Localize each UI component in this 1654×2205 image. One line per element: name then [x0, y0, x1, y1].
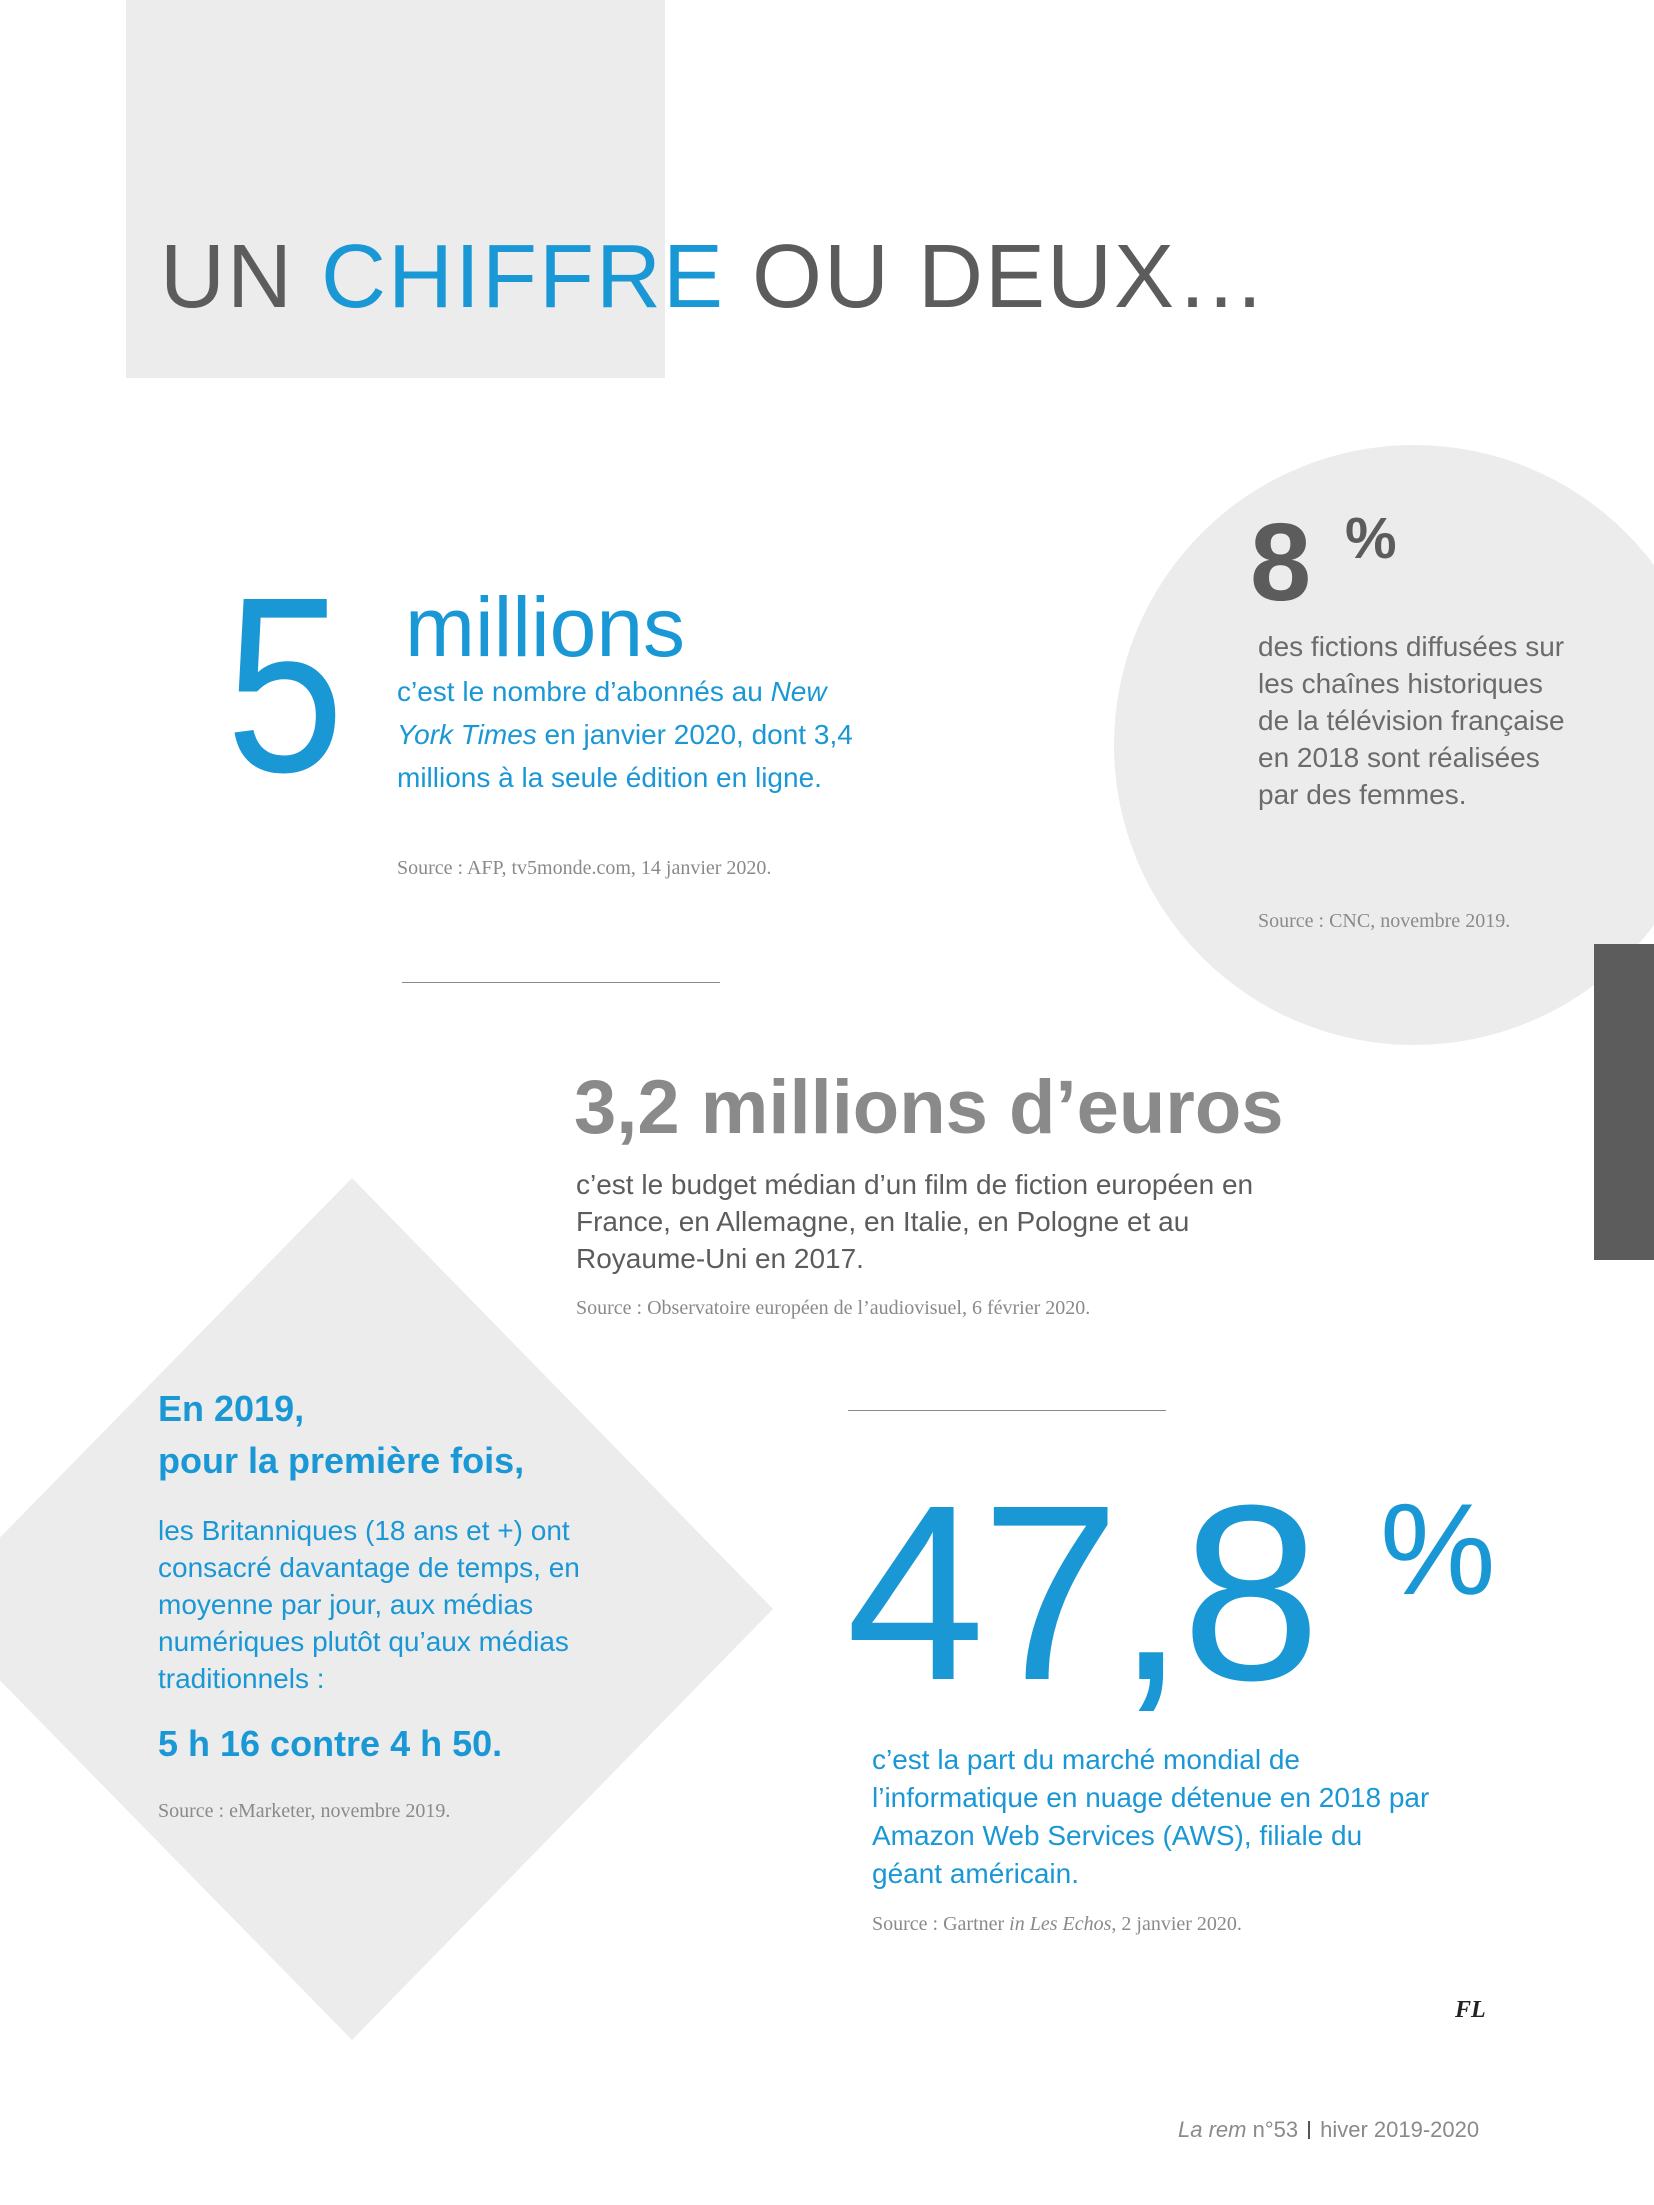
cloud-text: c’est la part du marché mondial de l’informatique en nuage détenue en 2018 par Amazon Web Services (AWS), filiale du géant américain. — [872, 1744, 1430, 1889]
footer-separator — [1308, 2121, 1310, 2139]
subscribers-unit: millions — [405, 580, 686, 674]
cloud-number: 47,8 — [846, 1453, 1317, 1732]
subscribers-source: Source : AFP, tv5monde.com, 14 janvier 2020. — [397, 857, 772, 879]
uk-headline — [158, 1383, 638, 1487]
fictions-source: Source : CNC, novembre 2019. — [1258, 910, 1511, 932]
divider — [402, 982, 720, 983]
subscribers-text-before: c’est le nombre d’abonnés au — [397, 676, 771, 707]
title-part2: OU DEUX… — [724, 227, 1269, 327]
budget-headline: 3,2 millions d’euros — [574, 1065, 1284, 1150]
cloud-source-prefix: Source : Gartner — [872, 1913, 1010, 1935]
subscribers-text-italic: New York Times — [397, 676, 827, 750]
side-tab-marker — [1594, 944, 1654, 1260]
fictions-percent-sign: % — [1345, 506, 1397, 571]
page-title — [160, 227, 1269, 327]
fictions-number: 8 — [1250, 501, 1312, 624]
divider — [848, 1410, 1166, 1411]
cloud-source — [872, 1913, 1242, 1936]
cloud-percent-sign: % — [1380, 1476, 1496, 1622]
footer-journal: La rem — [1178, 2117, 1247, 2142]
author-initials: FL — [1455, 1997, 1486, 2023]
cloud-source-suffix: , 2 janvier 2020. — [1111, 1913, 1242, 1935]
uk-text: les Britanniques (18 ans et +) ont consacré davantage de temps, en moyenne par jour, aux médias numériques plutôt qu’aux médias traditionnels : — [158, 1515, 580, 1694]
budget-source: Source : Observatoire européen de l’audiovisuel, 6 février 2020. — [576, 1297, 1091, 1319]
fictions-text: des fictions diffusées sur les chaînes historiques de la télévision française en 2018 sont réalisées par des femmes. — [1258, 631, 1565, 810]
uk-headline-line1: En 2019, — [158, 1388, 305, 1429]
title-highlight: CHIFFRE — [321, 227, 725, 327]
subscribers-text-after: en janvier 2020, dont 3,4 millions à la seule édition en ligne. — [397, 719, 853, 793]
uk-source: Source : eMarketer, novembre 2019. — [158, 1800, 451, 1822]
title-part1: UN — [160, 227, 321, 327]
subscribers-text — [397, 670, 867, 799]
budget-text: c’est le budget médian d’un film de fiction européen en France, en Allemagne, en Italie, en Pologne et au Royaume-Uni en 2017. — [576, 1169, 1254, 1274]
subscribers-number: 5 — [226, 545, 345, 824]
uk-result: 5 h 16 contre 4 h 50. — [158, 1723, 503, 1764]
footer-season: hiver 2019-2020 — [1320, 2117, 1480, 2142]
cloud-source-italic: in Les Echos — [1009, 1913, 1112, 1935]
footer-issue: n°53 — [1246, 2117, 1299, 2142]
page-footer — [1178, 2117, 1479, 2143]
uk-headline-line2: pour la première fois, — [158, 1440, 525, 1481]
